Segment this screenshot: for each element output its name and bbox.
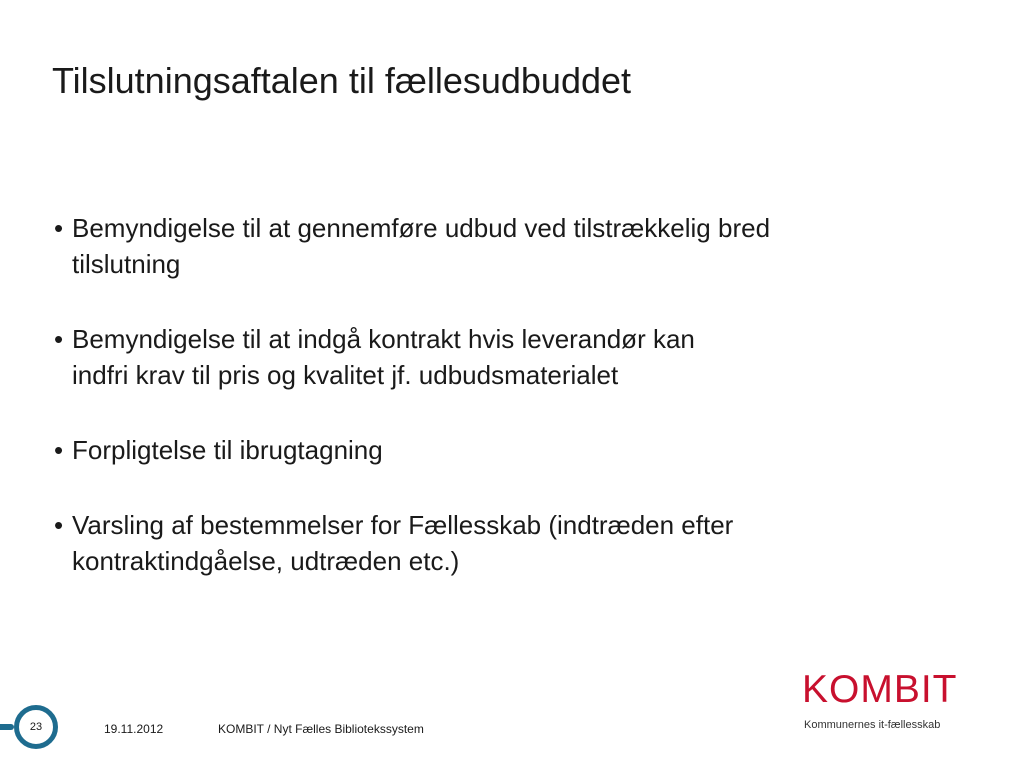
kombit-logo xyxy=(800,668,976,738)
footer-text: KOMBIT / Nyt Fælles Bibliotekssystem xyxy=(218,722,424,736)
bullet-line: • Forpligtelse til ibrugtagning xyxy=(72,435,383,465)
page-number: 23 xyxy=(29,721,43,733)
slide-title: Tilslutningsaftalen til fællesudbuddet xyxy=(52,60,632,101)
page-number-badge xyxy=(14,705,58,749)
bullet-item xyxy=(54,210,954,282)
bullet-line: • Bemyndigelse til at gennemføre udbud ved tilstrækkelig bred xyxy=(72,213,771,243)
bullet-item xyxy=(54,507,954,579)
bullet-line: tilslutning xyxy=(72,249,181,279)
bullet-item xyxy=(54,321,954,393)
bullet-line: • Bemyndigelse til at indgå kontrakt hvis leverandør kan xyxy=(72,324,695,354)
bullet-line: indfri krav til pris og kvalitet jf. udbudsmaterialet xyxy=(72,360,619,390)
logo-wordmark: KOMBIT xyxy=(802,668,958,711)
footer-date: 19.11.2012 xyxy=(104,722,164,736)
bullet-line: • Varsling af bestemmelser for Fællesskab (indtræden efter xyxy=(72,510,734,540)
footer-accent-line xyxy=(0,724,14,730)
bullet-item xyxy=(54,432,954,468)
bullet-line: kontraktindgåelse, udtræden etc.) xyxy=(72,546,460,576)
bullet-list xyxy=(54,210,954,579)
logo-tagline: Kommunernes it-fællesskab xyxy=(804,719,941,731)
